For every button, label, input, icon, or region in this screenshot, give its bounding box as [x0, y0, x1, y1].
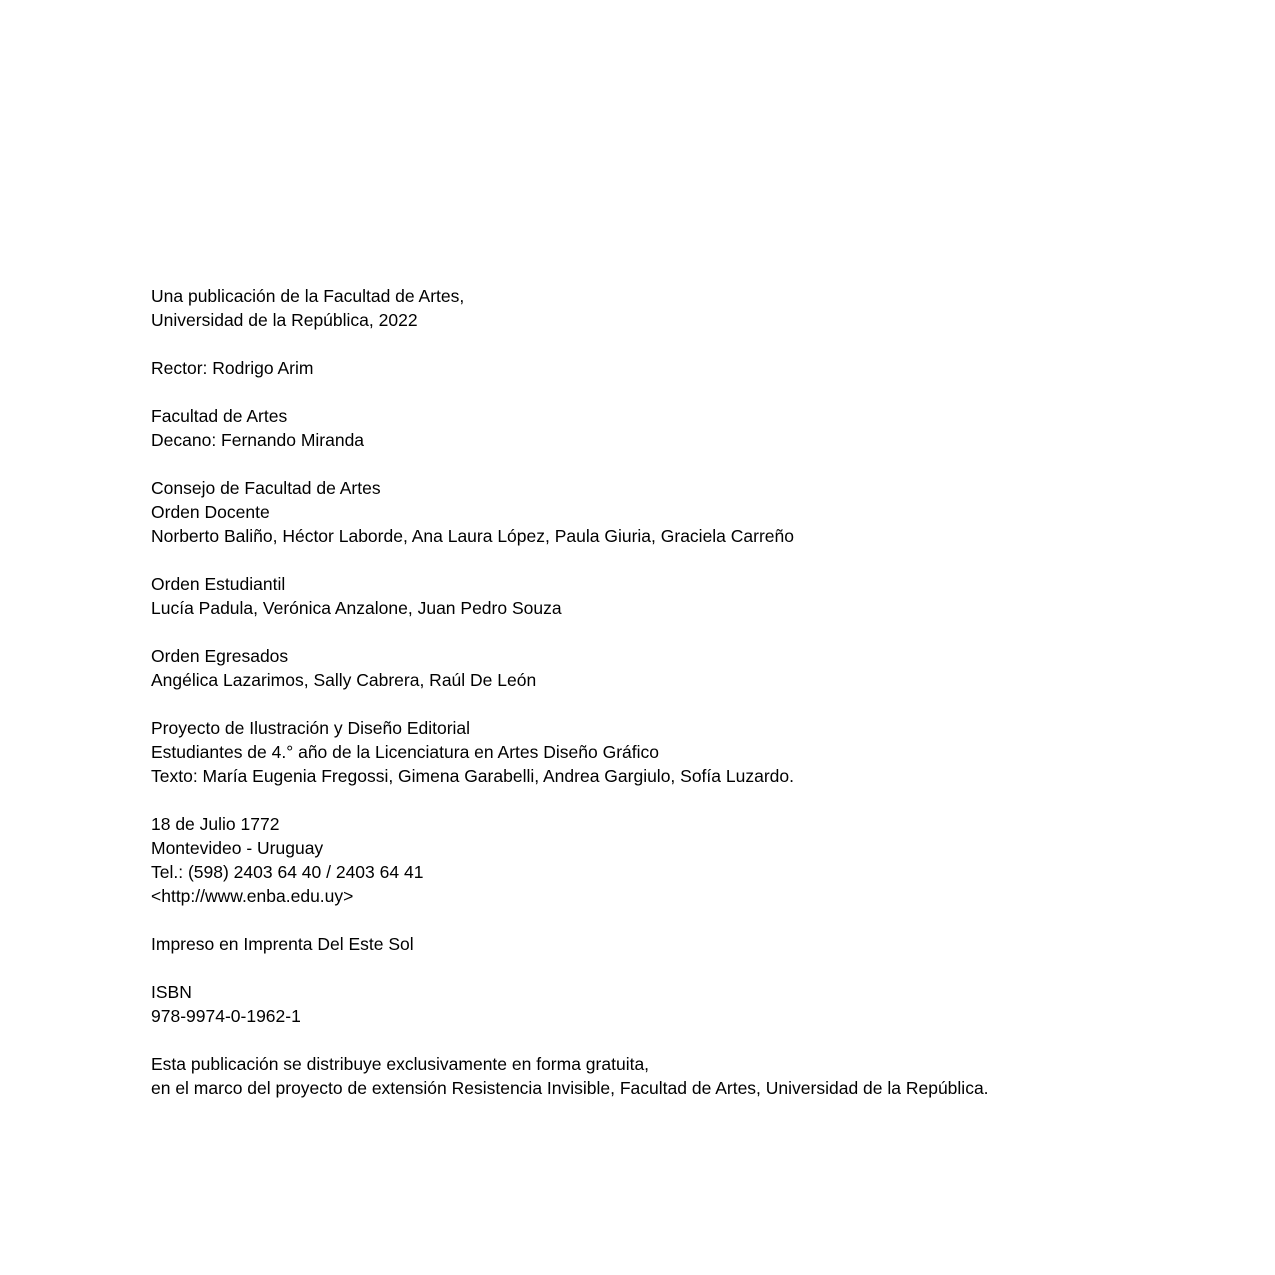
publication-line-2: Universidad de la República, 2022: [151, 310, 418, 330]
project-students: Estudiantes de 4.° año de la Licenciatura en Artes Diseño Gráfico: [151, 742, 659, 762]
rector-block: [151, 356, 1251, 380]
project-block: [151, 716, 1251, 788]
dean-line: Decano: Fernando Miranda: [151, 430, 365, 450]
isbn-block: [151, 980, 1251, 1028]
student-order-label: Orden Estudiantil: [151, 574, 286, 594]
printer-block: [151, 932, 1251, 956]
address-website: <http://www.enba.edu.uy>: [151, 886, 354, 906]
project-text-credits: Texto: María Eugenia Fregossi, Gimena Garabelli, Andrea Gargiulo, Sofía Luzardo.: [151, 766, 794, 786]
publication-line-1: Una publicación de la Facultad de Artes,: [151, 286, 465, 306]
address-block: [151, 812, 1251, 908]
faculty-name: Facultad de Artes: [151, 406, 288, 426]
distribution-block: [151, 1052, 1251, 1100]
distribution-line-2: en el marco del proyecto de extensión Resistencia Invisible, Facultad de Artes, Universidad de la República.: [151, 1078, 989, 1098]
address-phone: Tel.: (598) 2403 64 40 / 2403 64 41: [151, 862, 424, 882]
teaching-order-label: Orden Docente: [151, 502, 270, 522]
address-city: Montevideo - Uruguay: [151, 838, 324, 858]
graduate-order-members: Angélica Lazarimos, Sally Cabrera, Raúl De León: [151, 670, 537, 690]
graduate-order-label: Orden Egresados: [151, 646, 289, 666]
council-block: [151, 476, 1251, 548]
isbn-value: 978-9974-0-1962-1: [151, 1006, 301, 1026]
address-street: 18 de Julio 1772: [151, 814, 280, 834]
publication-block: [151, 284, 1251, 332]
teaching-order-members: Norberto Baliño, Héctor Laborde, Ana Laura López, Paula Giuria, Graciela Carreño: [151, 526, 795, 546]
rector-line: Rector: Rodrigo Arim: [151, 358, 314, 378]
student-order-block: [151, 572, 1251, 620]
council-title: Consejo de Facultad de Artes: [151, 478, 381, 498]
isbn-label: ISBN: [151, 982, 192, 1002]
colophon-page: [151, 284, 1251, 1124]
project-title: Proyecto de Ilustración y Diseño Editorial: [151, 718, 471, 738]
printer-line: Impreso en Imprenta Del Este Sol: [151, 934, 414, 954]
faculty-block: [151, 404, 1251, 452]
distribution-line-1: Esta publicación se distribuye exclusivamente en forma gratuita,: [151, 1054, 650, 1074]
graduate-order-block: [151, 644, 1251, 692]
student-order-members: Lucía Padula, Verónica Anzalone, Juan Pedro Souza: [151, 598, 562, 618]
